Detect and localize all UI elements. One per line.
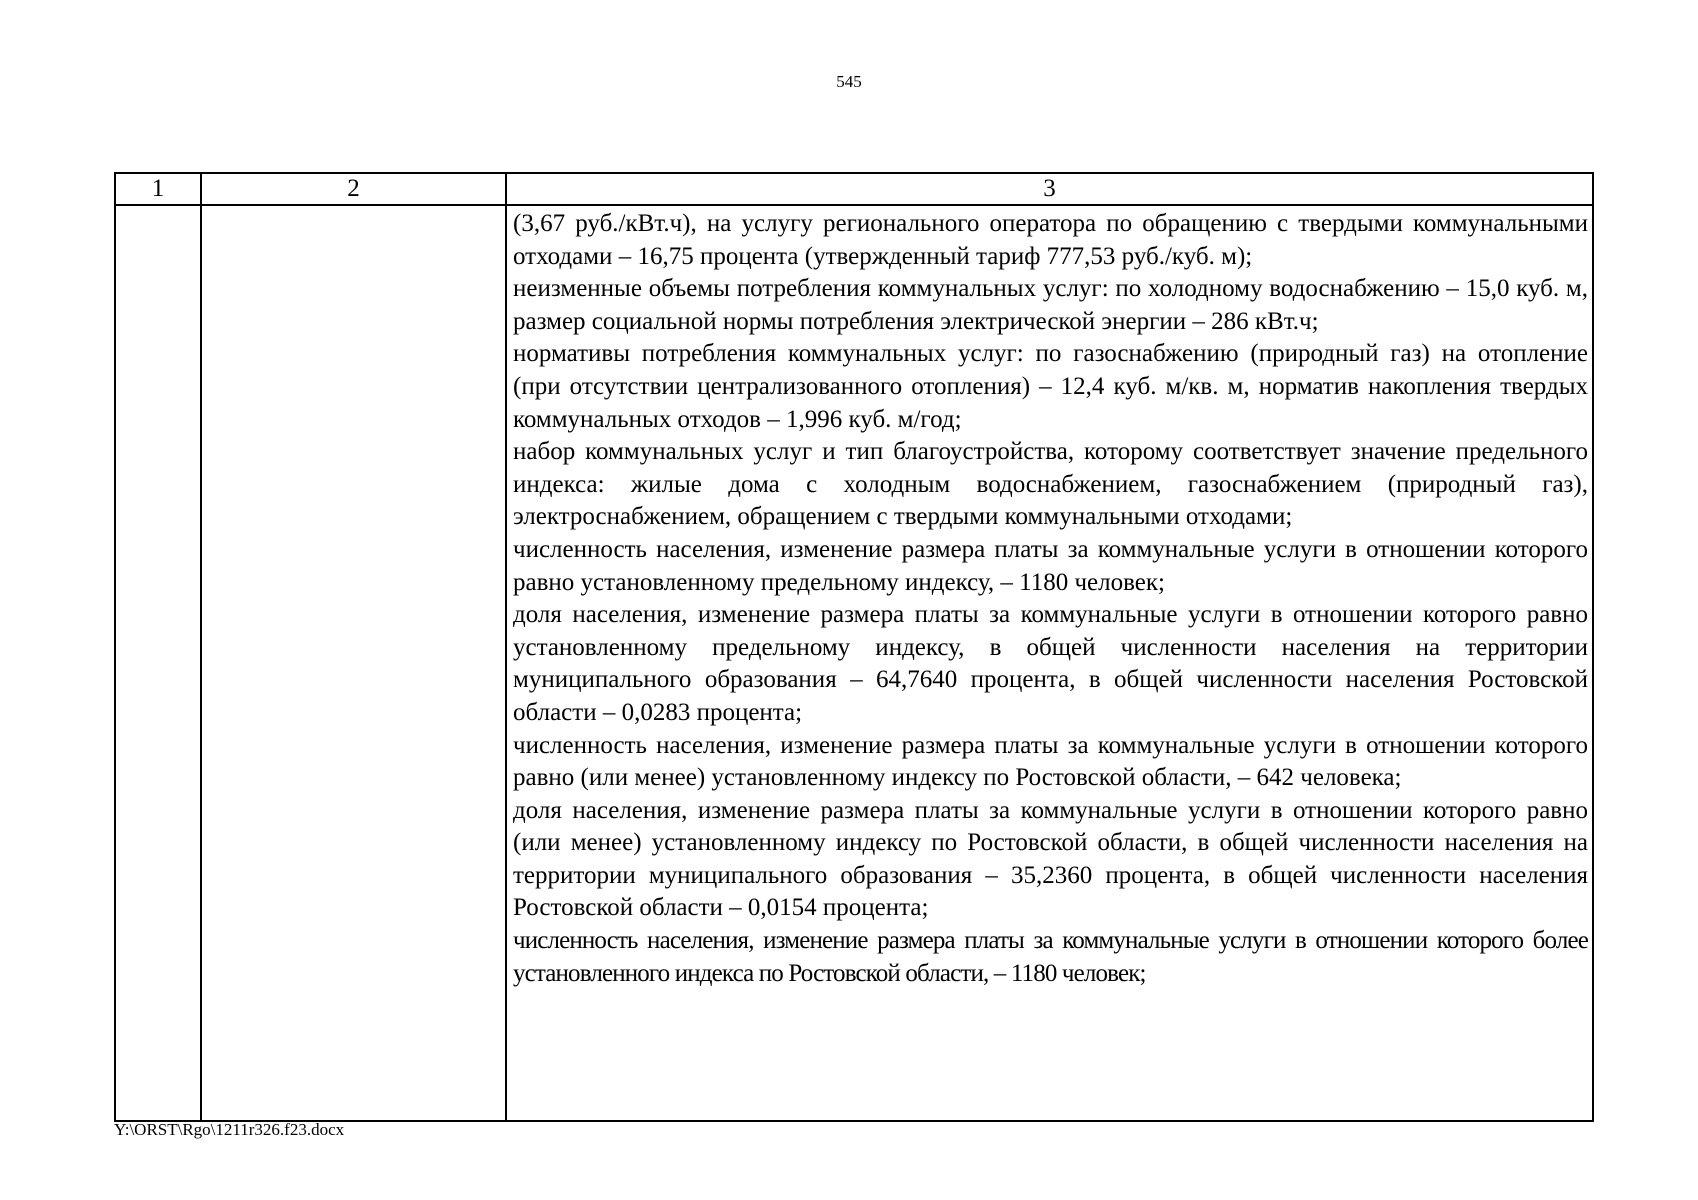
content-paragraph: доля населения, изменение размера платы за коммунальные услуги в отношении которого равно (или менее) установленному индексу по Ростовской области, в общей численности населения на территории муниципального образования – 35,2360 процента, в общей численности населения Ростовской области – 0,0154 процента; xyxy=(513,796,1588,922)
cell-column-2 xyxy=(201,205,506,1121)
footer-file-path: Y:\ORST\Rgo\1211r326.f23.docx xyxy=(114,1120,345,1139)
column-header-2: 2 xyxy=(201,173,506,205)
content-paragraph: (3,67 руб./кВт.ч), на услугу регионального оператора по обращению с твердыми коммунальными отходами – 16,75 процента (утвержденный тариф 777,53 руб./куб. м); xyxy=(513,210,1588,270)
content-paragraph: нормативы потребления коммунальных услуг: по газоснабжению (природный газ) на отопление (при отсутствии централизованного отопления) – 12,4 куб. м/кв. м, норматив накопления твердых коммунальных отходов – 1,996 куб. м/год; xyxy=(513,340,1588,433)
page-number: 545 xyxy=(836,72,862,91)
cell-column-3 xyxy=(506,205,1593,1121)
table-header-row xyxy=(115,173,1593,205)
column-header-1: 1 xyxy=(115,173,201,205)
content-paragraph: численность населения, изменение размера платы за коммунальные услуги в отношении которого более установленного индекса по Ростовской области, – 1180 человек; xyxy=(513,927,1588,987)
content-paragraph: доля населения, изменение размера платы за коммунальные услуги в отношении которого равно установленному предельному индексу, в общей численности населения на территории муниципального образования – 64,7640 процента, в общей численности населения Ростовской области – 0,0283 процента; xyxy=(513,601,1588,726)
paragraph-list xyxy=(513,208,1588,990)
cell-column-1 xyxy=(115,205,201,1121)
table-row xyxy=(115,205,1593,1121)
content-paragraph: набор коммунальных услуг и тип благоустройства, которому соответствует значение предельного индекса: жилые дома с холодным водоснабжением, газоснабжением (природный газ), электроснабжением, обращением с твердыми коммунальными отходами; xyxy=(513,438,1588,531)
content-paragraph: численность населения, изменение размера платы за коммунальные услуги в отношении которого равно (или менее) установленному индексу по Ростовской области, – 642 человека; xyxy=(513,731,1588,792)
content-paragraph: неизменные объемы потребления коммунальных услуг: по холодному водоснабжению – 15,0 куб. м, размер социальной нормы потребления электрической энергии – 286 кВт.ч; xyxy=(513,275,1588,335)
document-table xyxy=(114,172,1594,1122)
column-header-3: 3 xyxy=(506,173,1593,205)
content-paragraph: численность населения, изменение размера платы за коммунальные услуги в отношении которого равно установленному предельному индексу, – 1180 человек; xyxy=(513,535,1588,596)
